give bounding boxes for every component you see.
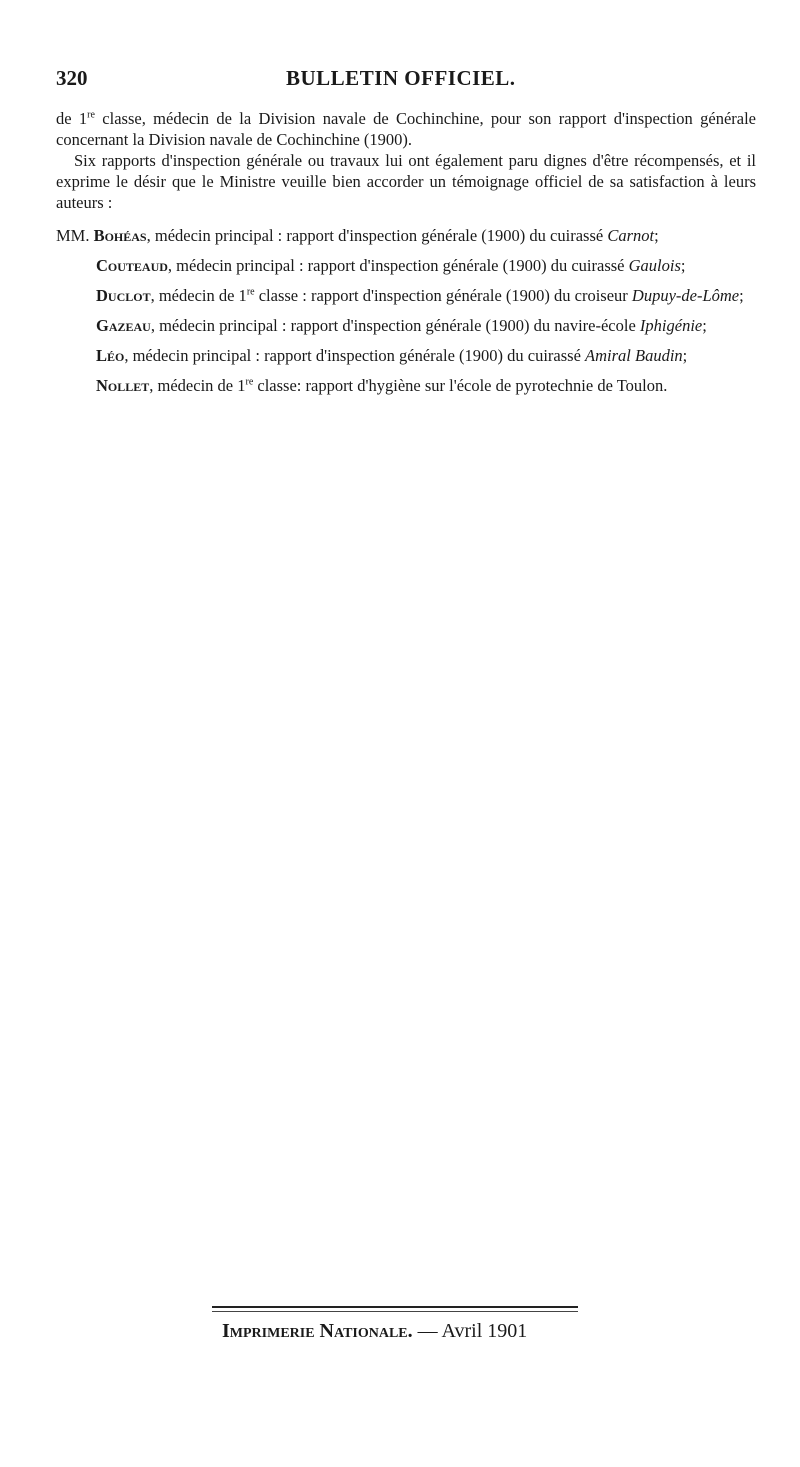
entry-description: , médecin principal : rapport d'inspection générale (1900) du cuirassé <box>167 256 629 275</box>
awardee-entry <box>56 285 756 306</box>
superscript: re <box>246 286 255 298</box>
ship-name: Amiral Baudin <box>585 346 683 365</box>
page-header <box>56 66 748 96</box>
entry-description-cont: classe: rapport d'hygiène sur l'école de pyrotechnie de Toulon. <box>253 376 668 395</box>
awardee-name: Bohéas <box>93 226 147 245</box>
awardee-list <box>56 225 756 396</box>
ship-name: Carnot <box>607 226 655 245</box>
ship-name: Gaulois <box>628 256 681 275</box>
entry-end: ; <box>682 346 688 365</box>
entry-description: , médecin de 1 <box>150 286 247 305</box>
intro-paragraph-1 <box>56 108 756 150</box>
body-text <box>56 108 756 396</box>
entry-end: ; <box>654 226 659 245</box>
entry-end: ; <box>702 316 707 335</box>
awardee-name: Léo <box>96 346 125 365</box>
entry-end: ; <box>680 256 686 275</box>
ship-name: Iphigénie <box>639 316 703 335</box>
footer-rule-thin <box>212 1311 578 1312</box>
awardee-name: Gazeau <box>96 316 151 335</box>
imprint-date: — Avril 1901 <box>412 1320 528 1342</box>
page-number: 320 <box>56 66 88 90</box>
awardee-entry <box>56 375 756 396</box>
entry-description-cont: classe : rapport d'inspection générale (1900) du croiseur <box>254 286 632 305</box>
entry-end: ; <box>739 286 744 305</box>
ship-name: Dupuy-de-Lôme <box>631 286 740 305</box>
awardee-name: Couteaud <box>96 256 168 275</box>
entry-description: , médecin principal : rapport d'inspection générale (1900) du cuirassé <box>146 226 608 245</box>
awardee-entry <box>56 345 756 366</box>
awardee-entry <box>56 315 756 336</box>
awardee-name: Duclot <box>96 286 151 305</box>
awardee-entry <box>56 225 756 246</box>
entry-description: , médecin principal : rapport d'inspection générale (1900) du cuirassé <box>124 346 586 365</box>
imprint-line <box>222 1320 527 1343</box>
entry-prefix: MM. <box>56 226 94 245</box>
intro-text-rest: classe, médecin de la Division navale de Cochinchine, pour son rapport d'inspection générale concernant la Division navale de Cochinchine (1900). <box>56 109 757 149</box>
running-title: BULLETIN OFFICIEL. <box>286 66 516 90</box>
intro-paragraph-2: Six rapports d'inspection générale ou travaux lui ont également paru dignes d'être récompensés, et il exprime le désir que le Ministre veuille bien accorder un témoignage officiel de sa satisfaction à leurs auteurs : <box>56 151 756 212</box>
intro-text-start: de 1 <box>56 109 88 128</box>
awardee-name: Nollet <box>96 376 150 395</box>
entry-description: , médecin principal : rapport d'inspection générale (1900) du navire-école <box>150 316 640 335</box>
entry-description: , médecin de 1 <box>149 376 246 395</box>
superscript: re <box>87 109 95 121</box>
footer-rule-thick <box>212 1306 578 1308</box>
imprint-name: Imprimerie Nationale. <box>222 1320 413 1342</box>
awardee-entry <box>56 255 756 276</box>
superscript: re <box>245 376 254 388</box>
